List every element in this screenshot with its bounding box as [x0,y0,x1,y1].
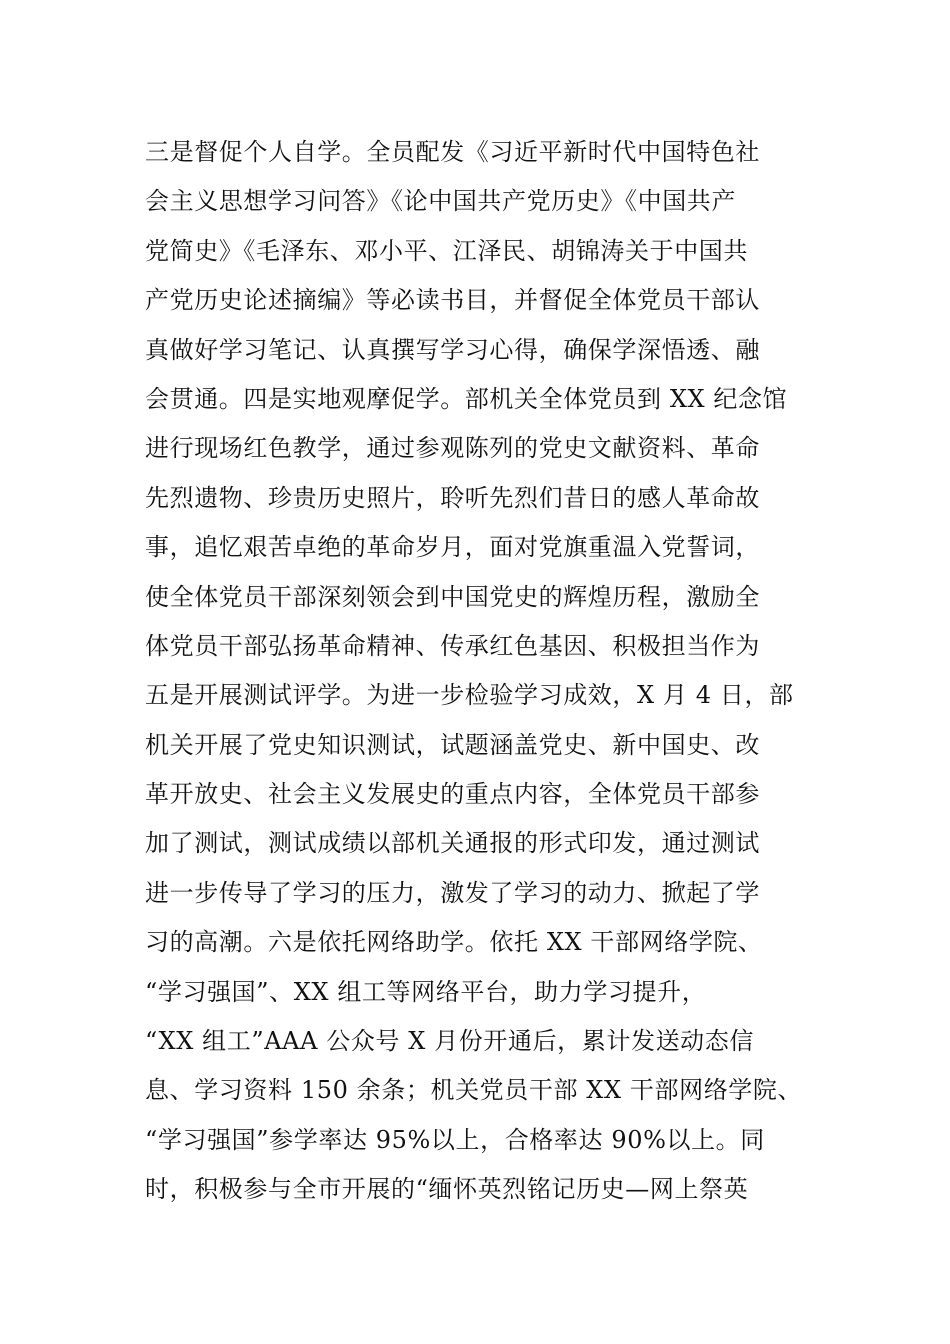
text-line: “学习强国”参学率达 95%以上，合格率达 90%以上。同 [145,1125,765,1154]
text-line: 事，追忆艰苦卓绝的革命岁月，面对党旗重温入党誓词， [145,533,760,562]
text-line: 党简史》《毛泽东、邓小平、江泽民、胡锦涛关于中国共 [145,236,748,265]
text-line: 三是督促个人自学。全员配发《习近平新时代中国特色社 [145,138,760,166]
text-line: “XX 组工”AAA 公众号 X 月份开通后，累计发送动态信 [145,1027,754,1056]
body-paragraph [145,128,825,1215]
text-line: 会主义思想学习问答》《论中国共产党历史》《中国共产 [145,187,736,216]
text-line: 进一步传导了学习的压力，激发了学习的动力、掀起了学 [145,878,760,907]
text-line: 息、学习资料 150 余条；机关党员干部 XX 干部网络学院、 [145,1076,803,1105]
text-line: 加了测试，测试成绩以部机关通报的形式印发，通过测试 [145,829,760,858]
text-line: 会贯通。四是实地观摩促学。部机关全体党员到 XX 纪念馆 [145,384,788,413]
text-line: 机关开展了党史知识测试，试题涵盖党史、新中国史、改 [145,730,760,759]
text-line: 体党员干部弘扬革命精神、传承红色基因、积极担当作为 [145,631,760,660]
text-line: 习的高潮。六是依托网络助学。依托 XX 干部网络学院、 [145,928,763,957]
text-line: 五是开展测试评学。为进一步检验学习成效，X 月 4 日，部 [145,681,794,710]
text-line: 产党历史论述摘编》等必读书目，并督促全体党员干部认 [145,286,760,315]
text-line: 进行现场红色教学，通过参观陈列的党史文献资料、革命 [145,434,760,463]
text-line: “学习强国”、XX 组工等网络平台，助力学习提升， [145,977,707,1006]
text-line: 真做好学习笔记、认真撰写学习心得，确保学深悟透、融 [145,335,760,364]
text-line: 革开放史、社会主义发展史的重点内容，全体党员干部参 [145,780,760,809]
text-line: 时，积极参与全市开展的“缅怀英烈铭记历史—网上祭英 [145,1175,749,1204]
text-line: 先烈遗物、珍贵历史照片，聆听先烈们昔日的感人革命故 [145,483,760,512]
text-line: 使全体党员干部深刻领会到中国党史的辉煌历程，激励全 [145,582,760,611]
